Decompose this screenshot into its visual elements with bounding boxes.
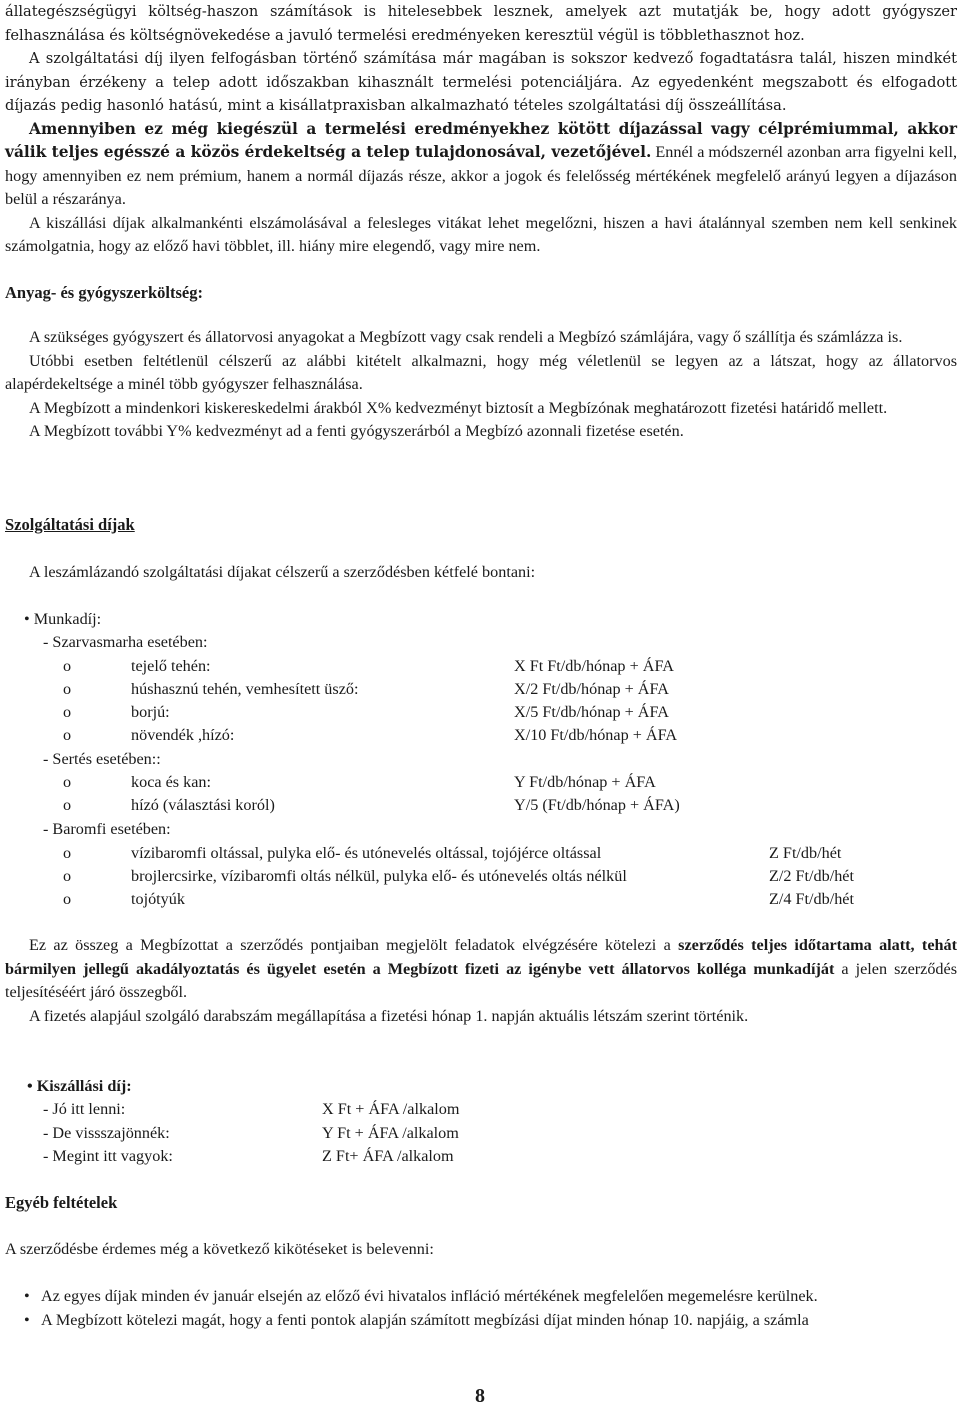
list-item: • A Megbízott kötelezi magát, hogy a fenti pontok alapján számított megbízási díjat minden hónap 10. napjáig, a számla: [5, 1309, 957, 1333]
anyag-block: [5, 326, 957, 444]
szolg-fizetes-paragraph: A fizetés alapjául szolgáló darabszám megállapítása a fizetési hónap 1. napján aktuális létszám szerint történik.: [29, 1006, 749, 1025]
intro-paragraph-2-a: A szolgáltatási díj ilyen felfogásban történő számítása már magában is sokszor kedvező fogadtatásra talál, hiszen mindkét irányban érzékeny a telep adott időszakban kihasznált termelési potenciáljára.: [5, 50, 957, 91]
intro-paragraph-3: [5, 118, 957, 212]
intro-paragraph-1: állategészségügyi költség-haszon számítások is hitelesebbek lesznek, amelyek azt mutatják be, hogy adott gyógyszer felhasználása és költségnövekedése a javuló termelési eredményeken keresztül végül is többlethasznot hoz.: [5, 3, 957, 44]
price-row: o borjú: X/5 Ft/db/hónap + ÁFA: [63, 703, 669, 721]
intro-paragraph-3-bold: Amennyiben ez még kiegészül a termelési eredményekhez kötött díjazással vagy célprémiummal, akkor válik teljes egésszé a közös érdekeltség a telep tulajdonosával, vezetőjével.: [5, 119, 957, 161]
kiszallasi-row: - Jó itt lenni: X Ft + ÁFA /alkalom: [43, 1100, 460, 1118]
section-heading-anyag: Anyag- és gyógyszerköltség:: [5, 283, 203, 302]
szolg-summary-paragraph: Ez az összeg a Megbízottat a szerződés pontjaiban megjelölt feladatok elvégzésére kötelezi a szerződés teljes időtartama alatt, tehát bármilyen jellegű akadályoztatás és ügyelet esetén a Megbízott fizeti az igénybe vett állatorvos kolléga munkadíját a jelen szerződés teljesítéséért járó összegből.: [5, 936, 958, 1001]
section-heading-egyeb: Egyéb feltételek: [5, 1193, 118, 1212]
page-number: 8: [475, 1385, 485, 1407]
anyag-paragraph-2: Utóbbi esetben feltétlenül célszerű az alábbi kitételt alkalmazni, hogy még véletlenül se legyen az a látszat, hogy az állatorvos alapérdekeltsége a minél több gyógyszer felhasználása.: [5, 351, 957, 393]
intro-paragraph-2: [5, 47, 957, 118]
kiszallasi-row: - Megint itt vagyok: Z Ft+ ÁFA /alkalom: [43, 1147, 454, 1165]
price-row: o hízó (választási koról) Y/5 (Ft/db/hónap + ÁFA): [63, 796, 680, 814]
anyag-paragraph-1: A szükséges gyógyszert és állatorvosi anyagokat a Megbízott vagy csak rendeli a Megbízó számlájára, vagy ő szállítja és számlázza is.: [29, 328, 903, 346]
price-row: o brojlercsirke, vízibaromfi oltás nélkül, pulyka elő- és utónevelés oltás nélkül Z/2 Ft/db/hét: [63, 867, 854, 885]
szolg-intro: A leszámlázandó szolgáltatási díjakat célszerű a szerződésben kétfelé bontani:: [29, 563, 536, 581]
intro-paragraph-3-rest: Ennél a módszernél azonban arra figyelni kell, hogy amennyiben ez nem prémium, hanem a normál díjazás része, akkor a jogok és felelősség mértékének megfelelő arányú legyen a díjazáson belül a részaránya.: [5, 143, 957, 208]
kiszallasi-row: - De vissszajönnék: Y Ft + ÁFA /alkalom: [43, 1124, 459, 1142]
price-row: o tojótyúk Z/4 Ft/db/hét: [63, 890, 854, 908]
price-row: o növendék ,hízó: X/10 Ft/db/hónap + ÁFA: [63, 726, 678, 744]
price-row: o húshasznú tehén, vemhesített üsző: X/2 Ft/db/hónap + ÁFA: [63, 680, 669, 698]
price-row: o koca és kan: Y Ft/db/hónap + ÁFA: [63, 773, 656, 791]
szolg-summary-block: [5, 934, 957, 1028]
price-row: o vízibaromfi oltással, pulyka elő- és utónevelés oltással, tojójérce oltással Z Ft/db/hét: [63, 844, 842, 862]
intro-paragraph-4: A kiszállási díjak alkalmankénti elszámolásával a felesleges vitákat lehet megelőzni, hiszen a havi átalánnyal szemben nem kell senkinek számolgatnia, hogy az előző havi többlet, ill. hiány mire elegendő, vagy mire nem.: [5, 213, 957, 255]
egyeb-list: [5, 1285, 957, 1332]
list-item: • Az egyes díjak minden év január elsején az előző évi hivatalos infláció mértékének megfelelően megemelésre kerülnek.: [5, 1285, 957, 1309]
intro-paragraph-2-b: Az egyedenként megszabott és elfogadott díjazás pedig hasonló hatású, mint a kisállatpraxisban alkalmazható tételes szolgáltatási díj összeállítása.: [5, 73, 957, 114]
price-row: o tejelő tehén: X Ft Ft/db/hónap + ÁFA: [63, 657, 674, 675]
anyag-paragraph-3: A Megbízott a mindenkori kiskereskedelmi árakból X% kedvezményt biztosít a Megbízónak meghatározott fizetési határidő mellett.: [29, 398, 888, 417]
anyag-paragraph-4: A Megbízott további Y% kedvezményt ad a fenti gyógyszerárból a Megbízó azonnali fizetése esetén.: [29, 422, 684, 440]
egyeb-intro: A szerződésbe érdemes még a következő kikötéseket is belevenni:: [5, 1240, 434, 1258]
intro-block: [5, 0, 957, 259]
section-heading-szolgaltatasi: Szolgáltatási díjak: [5, 515, 135, 534]
